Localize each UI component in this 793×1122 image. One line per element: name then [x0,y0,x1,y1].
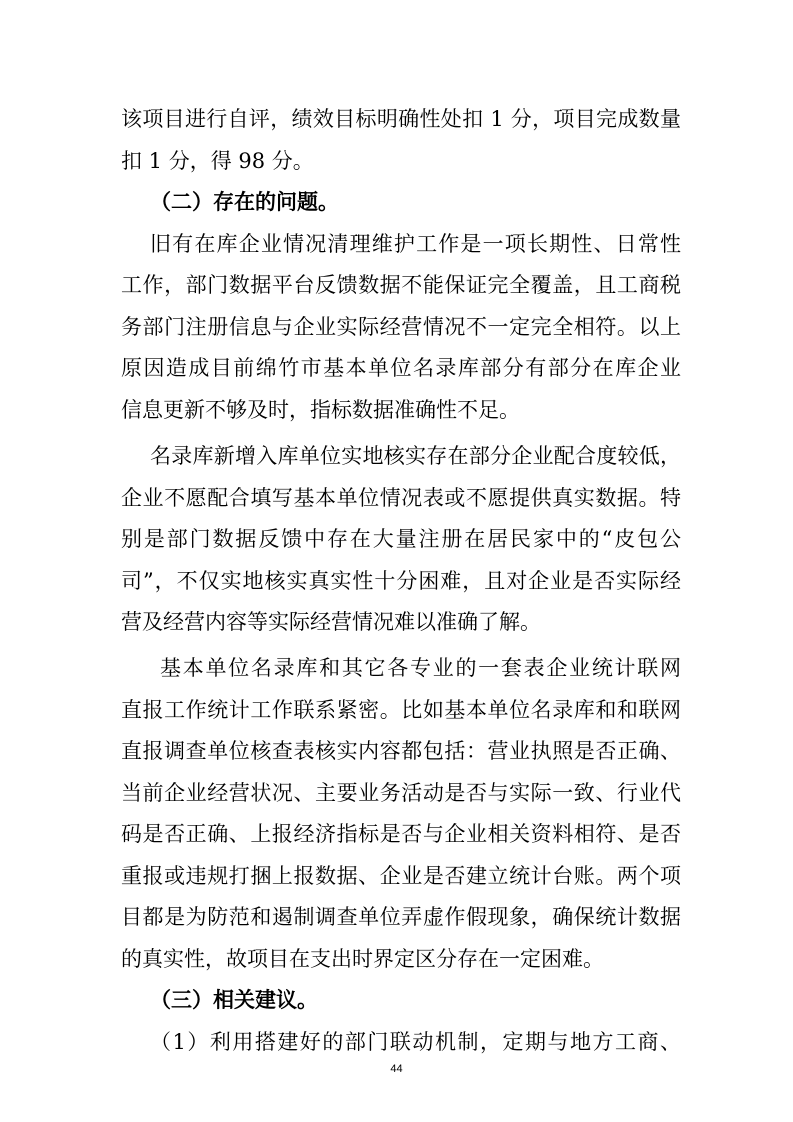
paragraph-line: 工作，部门数据平台反馈数据不能保证完全覆盖，且工商税 [121,273,681,297]
paragraph-line: 务部门注册信息与企业实际经营情况不一定完全相符。以上 [121,315,681,339]
paragraph-line: 的真实性，故项目在支出时界定区分存在一定困难。 [121,947,604,971]
paragraph-line: 名录库新增入库单位实地核实存在部分企业配合度较低， [150,444,681,468]
paragraph-line: 直报工作统计工作联系紧密。比如基本单位名录库和和联网 [121,698,681,722]
paragraph-line: 该项目进行自评，绩效目标明确性处扣 1 分，项目完成数量 [121,107,681,131]
paragraph-line: 目都是为防范和遏制调查单位弄虚作假现象，确保统计数据 [121,905,681,929]
paragraph-line: 当前企业经营状况、主要业务活动是否与实际一致、行业代 [121,781,681,805]
paragraph-line: 原因造成目前绵竹市基本单位名录库部分有部分在库企业 [121,356,681,380]
paragraph-line: （1）利用搭建好的部门联动机制，定期与地方工商、 [150,1030,681,1054]
paragraph-line: 扣 1 分，得 98 分。 [121,149,314,173]
paragraph-line: 重报或违规打捆上报数据、企业是否建立统计台账。两个项 [121,864,681,888]
paragraph-line: 营及经营内容等实际经营情况难以准确了解。 [121,610,541,634]
paragraph-line: 直报调查单位核查表核实内容都包括：营业执照是否正确、 [121,739,681,763]
paragraph-line: 旧有在库企业情况清理维护工作是一项长期性、日常性 [150,232,681,256]
paragraph-line: 码是否正确、上报经济指标是否与企业相关资料相符、是否 [121,822,681,846]
paragraph-line: 司”，不仅实地核实真实性十分困难，且对企业是否实际经 [121,569,681,593]
paragraph-line: 别是部门数据反馈中存在大量注册在居民家中的“皮包公 [121,527,681,551]
paragraph-line: 基本单位名录库和其它各专业的一套表企业统计联网 [160,656,681,680]
paragraph-line: 企业不愿配合填写基本单位情况表或不愿提供真实数据。特 [121,486,681,510]
section-heading-problems: （二）存在的问题。 [150,190,339,214]
paragraph-line: 信息更新不够及时，指标数据准确性不足。 [121,398,520,422]
section-heading-suggestions: （三）相关建议。 [150,988,318,1012]
page-number: 44 [390,1063,403,1075]
